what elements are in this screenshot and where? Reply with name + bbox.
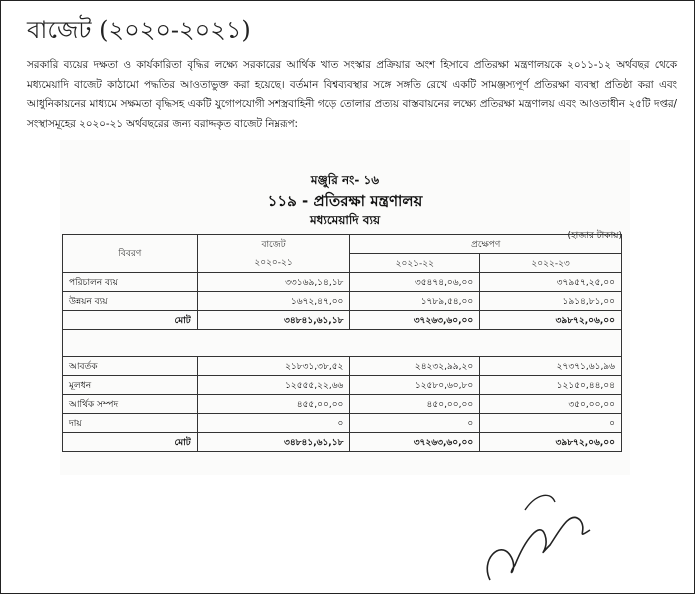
page-title: বাজেট (২০২০-২০২১)	[27, 16, 251, 44]
table-row	[63, 414, 622, 433]
table-row	[63, 376, 622, 395]
row-label: মোট	[63, 311, 198, 330]
row-value: ৩৩১৬৯,১৪,১৮	[197, 273, 350, 292]
row-value: ১২৫৮০,৬০,৮০	[350, 376, 480, 395]
header-budget: বাজেট	[197, 235, 350, 254]
table-row	[63, 433, 622, 452]
row-label: আবর্তক	[63, 357, 198, 376]
row-value: ৩৭৯৫৭,২৫,০০	[480, 273, 622, 292]
row-value: ৩৯৮৭২,০৬,০০	[480, 311, 622, 330]
unit-label: (হাজার টাকায়)	[567, 231, 622, 241]
row-value: ১৭৮৯,৫৪,০০	[350, 292, 480, 311]
row-value: ১২৫৫৫,২২,৬৬	[197, 376, 350, 395]
header-projection: প্রক্ষেপণ	[350, 235, 622, 254]
row-label: আর্থিক সম্পদ	[63, 395, 198, 414]
grant-number: মঞ্জুরি নং- ১৬	[310, 173, 380, 187]
row-label: মূলধন	[63, 376, 198, 395]
header-year-3: ২০২২-২৩	[480, 254, 622, 273]
header-year-2: ২০২১-২২	[350, 254, 480, 273]
ministry-title: ১১৯ - প্রতিরক্ষা মন্ত্রণালয়	[267, 192, 423, 210]
row-value: ০	[480, 414, 622, 433]
row-value: ২৪২৩২,৯৯,২০	[350, 357, 480, 376]
header-description: বিবরণ	[63, 235, 198, 273]
table-row	[63, 395, 622, 414]
row-label: পরিচালন ব্যয়	[63, 273, 198, 292]
row-value: ১৯১৪,৮১,০০	[480, 292, 622, 311]
row-value: ২৭৩৭১,৬১,৯৬	[480, 357, 622, 376]
intro-paragraph: সরকারি ব্যয়ের দক্ষতা ও কার্যকারিতা বৃদ্ধির লক্ষ্যে সরকারের আর্থিক খাত সংস্কার প্রক্রিয়ার অংশ হিসাবে প্রতিরক্ষা মন্ত্রণালয়কে ২০১১-১২ অর্থবছর থেকে মধ্যমেয়াদি বাজেট কাঠামো পদ্ধতির আওতাভুক্ত করা হয়েছে। বর্তমান বিশ্বব্যবস্থার সঙ্গে সঙ্গতি রেখে একটি সামঞ্জস্যপূর্ণ প্রতিরক্ষা ব্যবস্থা প্রতিষ্ঠা করা এবং আধুনিকায়নের মাধ্যমে সক্ষমতা বৃদ্ধিসহ একটি যুগোপযোগী সশস্ত্রবাহিনী গড়ে তোলার প্রত্যয় বাস্তবায়নের লক্ষ্যে প্রতিরক্ষা মন্ত্রণালয় এবং আওতাধীন ২৫টি দপ্তর/সংস্থাসমূহের ২০২০-২১ অর্থবছরের জন্য বরাদ্দকৃত বাজেট নিম্নরূপ:	[27, 59, 677, 130]
spacer-row	[63, 330, 622, 357]
row-value: ৪৫০,০০,০০	[350, 395, 480, 414]
signature	[470, 480, 600, 590]
row-value: ০	[197, 414, 350, 433]
row-value: ৩৪৮৪১,৬১,১৮	[197, 433, 350, 452]
row-value: ৩৯৮৭২,০৬,০০	[480, 433, 622, 452]
row-value: ৩৭২৬৩,৬০,০০	[350, 433, 480, 452]
table-row	[63, 311, 622, 330]
row-value: ৩৫৪৭৪,০৬,০০	[350, 273, 480, 292]
table-row	[63, 292, 622, 311]
row-value: ১৬৭২,৪৭,০০	[197, 292, 350, 311]
row-value: ৩৫০,০০,০০	[480, 395, 622, 414]
table-row	[63, 273, 622, 292]
subtitle: মধ্যমেয়াদি ব্যয়	[309, 213, 381, 227]
table-row	[63, 357, 622, 376]
row-value: ০	[350, 414, 480, 433]
row-label: দায়	[63, 414, 198, 433]
row-value: ৩৪৮৪১,৬১,১৮	[197, 311, 350, 330]
budget-table	[62, 234, 622, 452]
row-value: ৪৫৫,০০,০০	[197, 395, 350, 414]
row-label: মোট	[63, 433, 198, 452]
row-value: ১২১৫০,৪৪,০৪	[480, 376, 622, 395]
row-label: উন্নয়ন ব্যয়	[63, 292, 198, 311]
header-year-1: ২০২০-২১	[197, 254, 350, 273]
row-value: ৩৭২৬৩,৬০,০০	[350, 311, 480, 330]
row-value: ২১৮৩১,৩৮,৫২	[197, 357, 350, 376]
